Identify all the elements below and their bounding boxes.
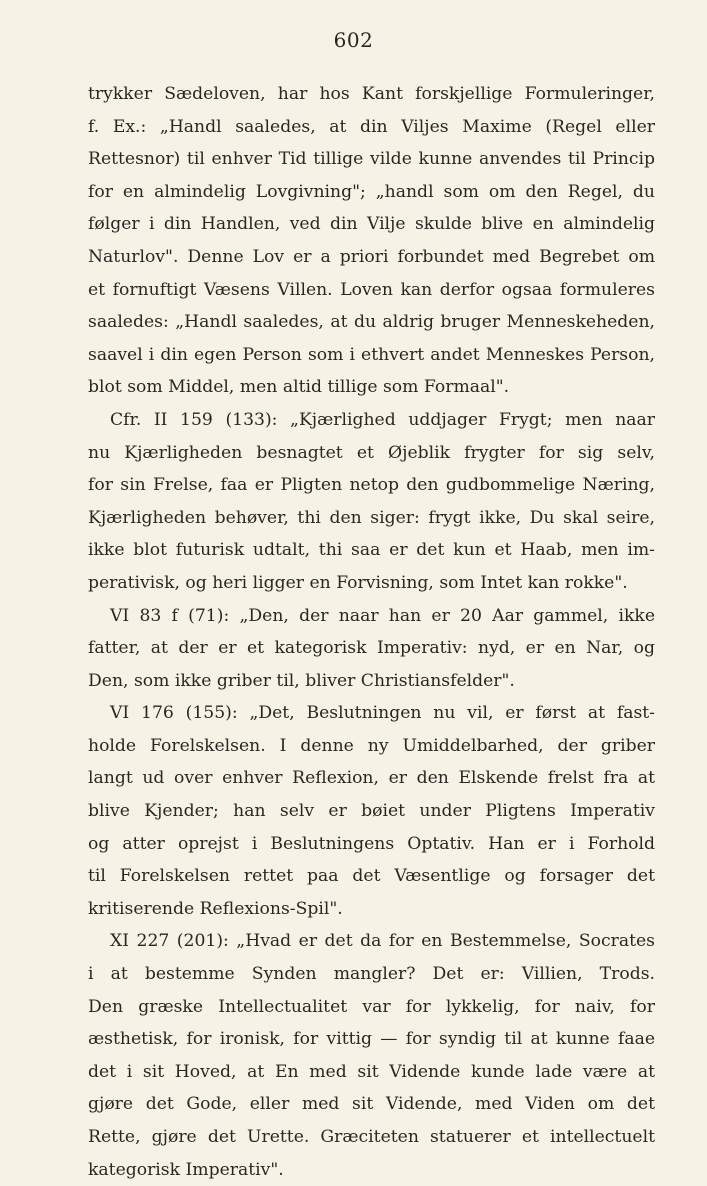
text-line: VI 83 f (71): „Den, der naar han er 20 Aar gammel, ikke bbox=[110, 605, 655, 626]
text-line: ikke blot futurisk udtalt, thi saa er det kun et Haab, men im- bbox=[88, 540, 655, 561]
text-line: VI 176 (155): „Det, Beslutningen nu vil, er først at fast- bbox=[110, 703, 655, 724]
text-line: et fornuftigt Væsens Villen. Loven kan derfor ogsaa formuleres bbox=[88, 279, 655, 300]
text-line: kategorisk Imperativ". bbox=[88, 1159, 284, 1180]
text-line: for en almindelig Lovgivning"; „handl som om den Regel, du bbox=[88, 181, 655, 202]
text-line: blive Kjender; han selv er bøiet under Pligtens Imperativ bbox=[88, 801, 655, 822]
text-line: i at bestemme Synden mangler? Det er: Villien, Trods. bbox=[88, 964, 655, 985]
page-number: 602 bbox=[333, 28, 374, 52]
text-line: saavel i din egen Person som i ethvert andet Menneskes Person, bbox=[88, 344, 655, 365]
text-line: kritiserende Reflexions-Spil". bbox=[88, 898, 343, 919]
text-line: Naturlov". Denne Lov er a priori forbundet med Begrebet om bbox=[88, 246, 655, 267]
text-line: og atter oprejst i Beslutningens Optativ. Han er i Forhold bbox=[88, 833, 655, 854]
text-line: fatter, at der er et kategorisk Imperativ: nyd, er en Nar, og bbox=[88, 638, 655, 659]
text-line: Kjærligheden behøver, thi den siger: frygt ikke, Du skal seire, bbox=[88, 507, 655, 528]
text-line: trykker Sædeloven, har hos Kant forskjellige Formuleringer, bbox=[88, 84, 655, 104]
text-line: f. Ex.: „Handl saaledes, at din Viljes Maxime (Regel eller bbox=[88, 116, 655, 137]
text-line: holde Forelskelsen. I denne ny Umiddelbarhed, der griber bbox=[88, 735, 655, 756]
body-text bbox=[88, 78, 655, 1186]
text-line: æsthetisk, for ironisk, for vittig — for syndig til at kunne faae bbox=[88, 1029, 655, 1050]
text-line: Rette, gjøre det Urette. Græciteten statuerer et intellectuelt bbox=[88, 1127, 655, 1147]
text-line: følger i din Handlen, ved din Vilje skulde blive en almindelig bbox=[88, 214, 655, 235]
text-line: Den, som ikke griber til, bliver Christiansfelder". bbox=[88, 670, 515, 691]
text-line: Den græske Intellectualitet var for lykkelig, for naiv, for bbox=[88, 996, 655, 1017]
text-line: gjøre det Gode, eller med sit Vidende, med Viden om det bbox=[88, 1094, 655, 1115]
text-line: perativisk, og heri ligger en Forvisning, som Intet kan rokke". bbox=[88, 572, 628, 593]
text-line: saaledes: „Handl saaledes, at du aldrig bruger Menneskeheden, bbox=[88, 312, 655, 333]
text-line: langt ud over enhver Reflexion, er den Elskende frelst fra at bbox=[88, 768, 655, 789]
text-line: blot som Middel, men altid tillige som Formaal". bbox=[88, 377, 510, 398]
text-line: for sin Frelse, faa er Pligten netop den gudbommelige Næring, bbox=[88, 475, 655, 496]
text-line: XI 227 (201): „Hvad er det da for en Bestemmelse, Socrates bbox=[110, 931, 655, 952]
text-line: nu Kjærligheden besnagtet et Øjeblik frygter for sig selv, bbox=[88, 442, 655, 463]
text-line: det i sit Hoved, at En med sit Vidende kunde lade være at bbox=[88, 1061, 655, 1082]
text-line: Cfr. II 159 (133): „Kjærlighed uddjager Frygt; men naar bbox=[110, 409, 655, 430]
text-line: til Forelskelsen rettet paa det Væsentlige og forsager det bbox=[88, 866, 655, 887]
text-line: Rettesnor) til enhver Tid tillige vilde kunne anvendes til Princip bbox=[88, 149, 655, 170]
